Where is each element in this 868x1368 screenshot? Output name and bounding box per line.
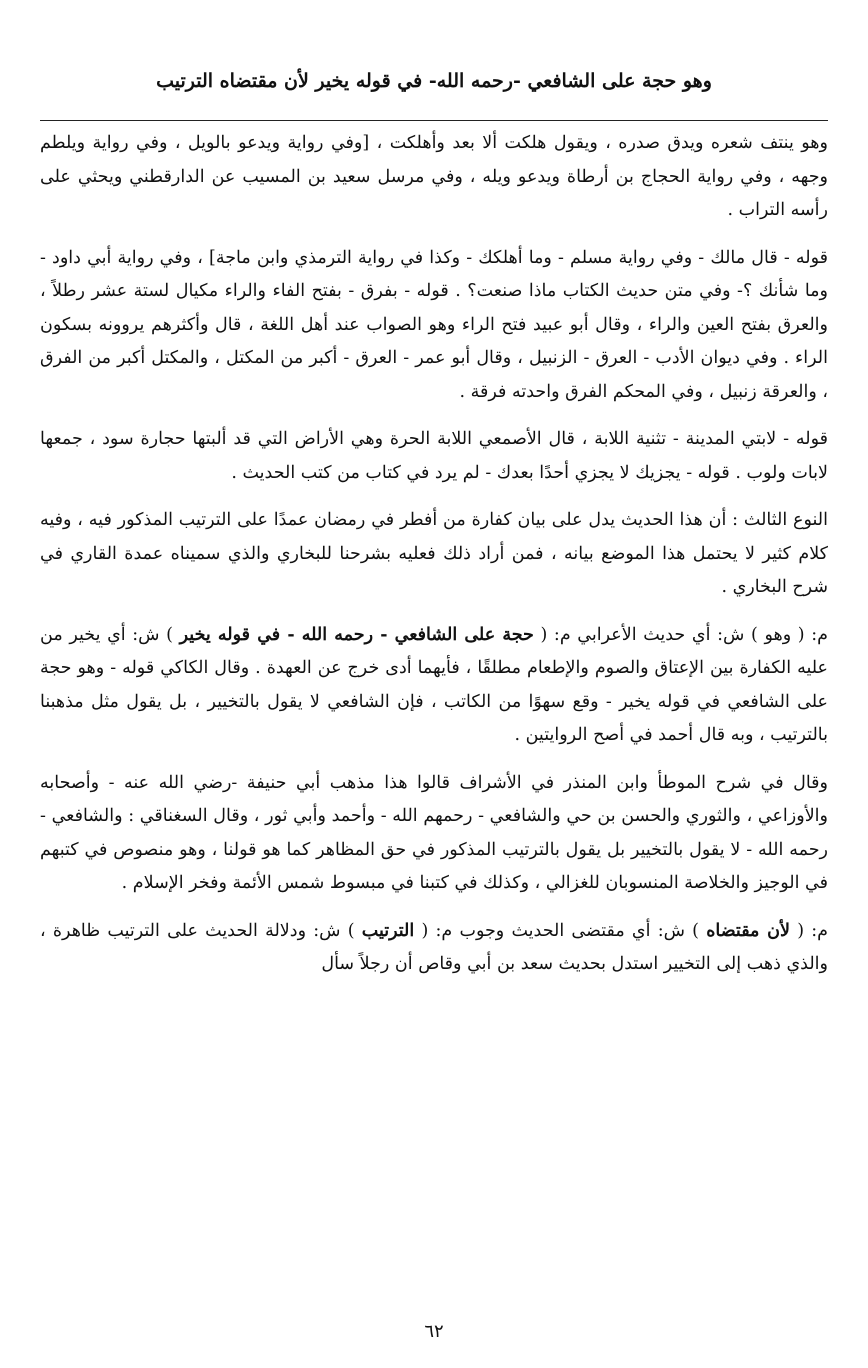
p7-lead: م: ( [790,920,829,941]
paragraph-6: وقال في شرح الموطأ وابن المنذر في الأشراف قالوا هذا مذهب أبي حنيفة -رضي الله عنه - وأصحابه والأوزاعي ، والثوري والحسن بن حي والشافعي - رحمهم الله - وأحمد وأبي ثور ، وقال السغناقي : والشافعي - رحمه الله - لا يقول بالتخيير بل يقول بالترتيب المذكور في حق المظاهر كما هو قولنا ، وهو منصوص في كتبهم في الوجيز والخلاصة المنسوبان للغزالي ، وكذلك في كتبنا في مبسوط شمس الأئمة وفخر الإسلام . [40,772,828,893]
paragraph-7 [40,915,828,982]
paragraph-4: النوع الثالث : أن هذا الحديث يدل على بيان كفارة من أفطر في رمضان عمدًا على الترتيب المذكور فيه ، وفيه كلام كثير لا يحتمل هذا الموضع بيانه ، فمن أراد ذلك فعليه بشرحنا للبخاري والذي سميناه عمدة القاري في شرح البخاري . [40,510,828,597]
paragraph-2: قوله - قال مالك - وفي رواية مسلم - وما أهلكك - وكذا في رواية الترمذي وابن ماجة] ، وفي رواية أبي داود - وما شأنك ؟- وفي متن حديث الكتاب ماذا صنعت؟ . قوله - بفرق - بفتح الفاء والراء مكيال لستة عشر رطلاً ، والعرق بفتح العين والراء ، وقال أبو عبيد فتح الراء وهو الصواب عند أهل اللغة ، قال وأكثرهم يروونه بسكون الراء . وفي ديوان الأدب - العرق - الزنبيل ، وقال أبو عمر - العرق - أكبر من المكتل ، والمكتل أكبر من الفرق ، والعرقة زنبيل ، وفي المحكم الفرق واحدته فرقة . [40,247,828,402]
paragraph-3: قوله - لابتي المدينة - تثنية اللابة ، قال الأصمعي اللابة الحرة وهي الأراض التي قد ألبتها حجارة سود ، جمعها لابات ولوب . قوله - يجزيك لا يجزي أحدًا بعدك - لم يرد في كتاب من كتب الحديث . [40,429,828,483]
paragraph-1: وهو ينتف شعره ويدق صدره ، ويقول هلكت ألا بعد وأهلكت ، [وفي رواية ويدعو بالويل ، وفي رواية ويلطم وجهه ، وفي رواية الحجاج بن أرطاة ويدعو ويله ، وفي مرسل سعيد بن المسيب عن الدارقطني ويحثي على رأسه التراب . [40,133,828,220]
body-text [40,127,828,982]
p7-bold-quote-1: لأن مقتضاه [706,920,791,941]
p7-text: ) ش: ودلالة الحديث على الترتيب ظاهرة ، والذي ذهب إلى التخيير استدل بحديث سعد بن أبي وقاص أن رجلاً سأل [40,920,828,974]
document-page [40,60,828,1350]
p5-lead: م: ( وهو ) ش: أي حديث الأعرابي م: ( [533,624,828,645]
page-number: ٦٢ [424,1321,444,1342]
page-header: وهو حجة على الشافعي -رحمه الله- في قوله يخير لأن مقتضاه الترتيب [156,70,712,92]
paragraph-5 [40,619,828,753]
header-rule [40,120,828,121]
p5-bold-quote: حجة على الشافعي - رحمه الله - في قوله يخير [179,624,534,645]
p5-text: ) ش: أي يخير من عليه الكفارة بين الإعتاق والصوم والإطعام مطلقًا ، فأيهما أدى خرج عن العهدة . وقال الكاكي قوله - وهو حجة على الشافعي في قوله يخير - وقع سهوًا من الكاتب ، فإن الشافعي لا يقول بالتخيير ، بل يقول مثل مذهبنا بالترتيب ، وبه قال أحمد في أصح الروايتين . [40,624,828,745]
p7-bold-quote-2: الترتيب [361,920,415,941]
p7-mid: ) ش: أي مقتضى الحديث وجوب م: ( [414,920,707,941]
